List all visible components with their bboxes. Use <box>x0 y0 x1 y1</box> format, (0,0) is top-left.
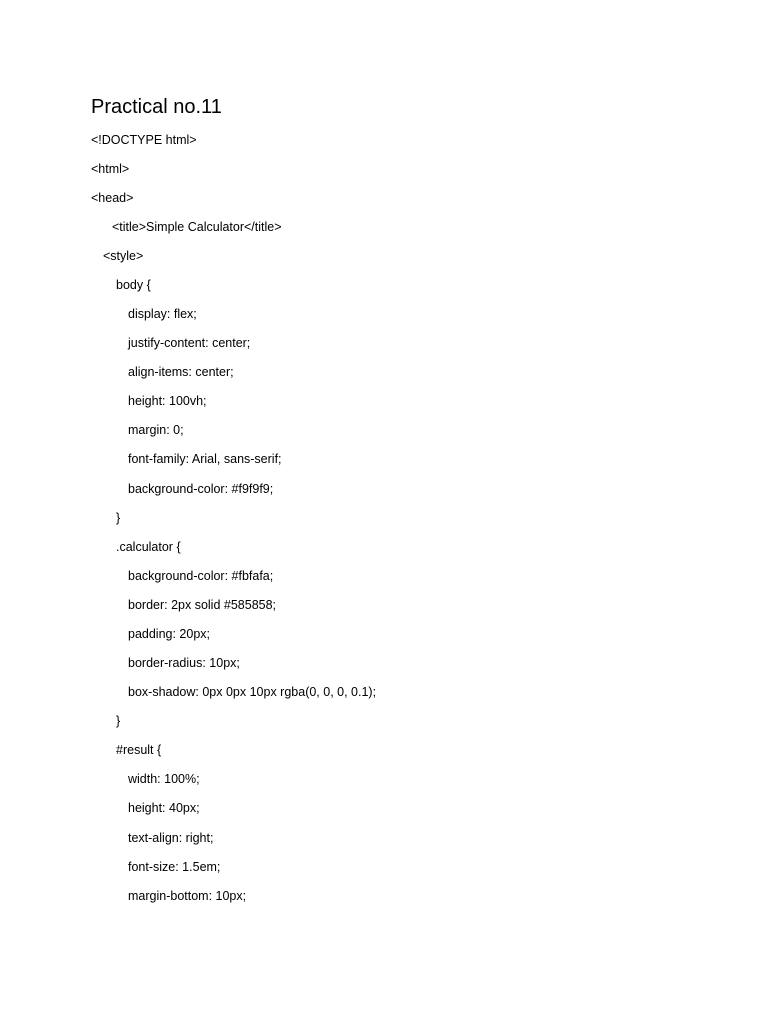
code-line-1: <!DOCTYPE html> <box>91 133 197 147</box>
code-line-14: } <box>116 511 121 525</box>
code-line-15: .calculator { <box>116 540 181 554</box>
code-line-25: text-align: right; <box>128 831 214 845</box>
code-line-5: <style> <box>103 249 144 263</box>
code-line-13: background-color: #f9f9f9; <box>128 482 274 496</box>
code-line-18: padding: 20px; <box>128 627 211 641</box>
code-line-11: margin: 0; <box>128 423 184 437</box>
code-line-3: <head> <box>91 191 134 205</box>
code-line-23: width: 100%; <box>128 772 200 786</box>
code-line-21: } <box>116 714 121 728</box>
code-line-20: box-shadow: 0px 0px 10px rgba(0, 0, 0, 0.1); <box>128 685 377 699</box>
code-line-4: <title>Simple Calculator</title> <box>112 220 282 234</box>
code-line-17: border: 2px solid #585858; <box>128 598 277 612</box>
code-line-8: justify-content: center; <box>128 336 251 350</box>
code-line-27: margin-bottom: 10px; <box>128 889 247 903</box>
code-line-7: display: flex; <box>128 307 197 321</box>
code-line-16: background-color: #fbfafa; <box>128 569 274 583</box>
code-line-22: #result { <box>116 743 162 757</box>
code-line-10: height: 100vh; <box>128 394 207 408</box>
code-line-19: border-radius: 10px; <box>128 656 240 670</box>
code-line-2: <html> <box>91 162 130 176</box>
code-line-12: font-family: Arial, sans-serif; <box>128 452 282 466</box>
code-line-9: align-items: center; <box>128 365 234 379</box>
code-line-26: font-size: 1.5em; <box>128 860 221 874</box>
code-line-24: height: 40px; <box>128 801 200 815</box>
code-line-6: body { <box>116 278 151 292</box>
page-title: Practical no.11 <box>91 96 222 118</box>
